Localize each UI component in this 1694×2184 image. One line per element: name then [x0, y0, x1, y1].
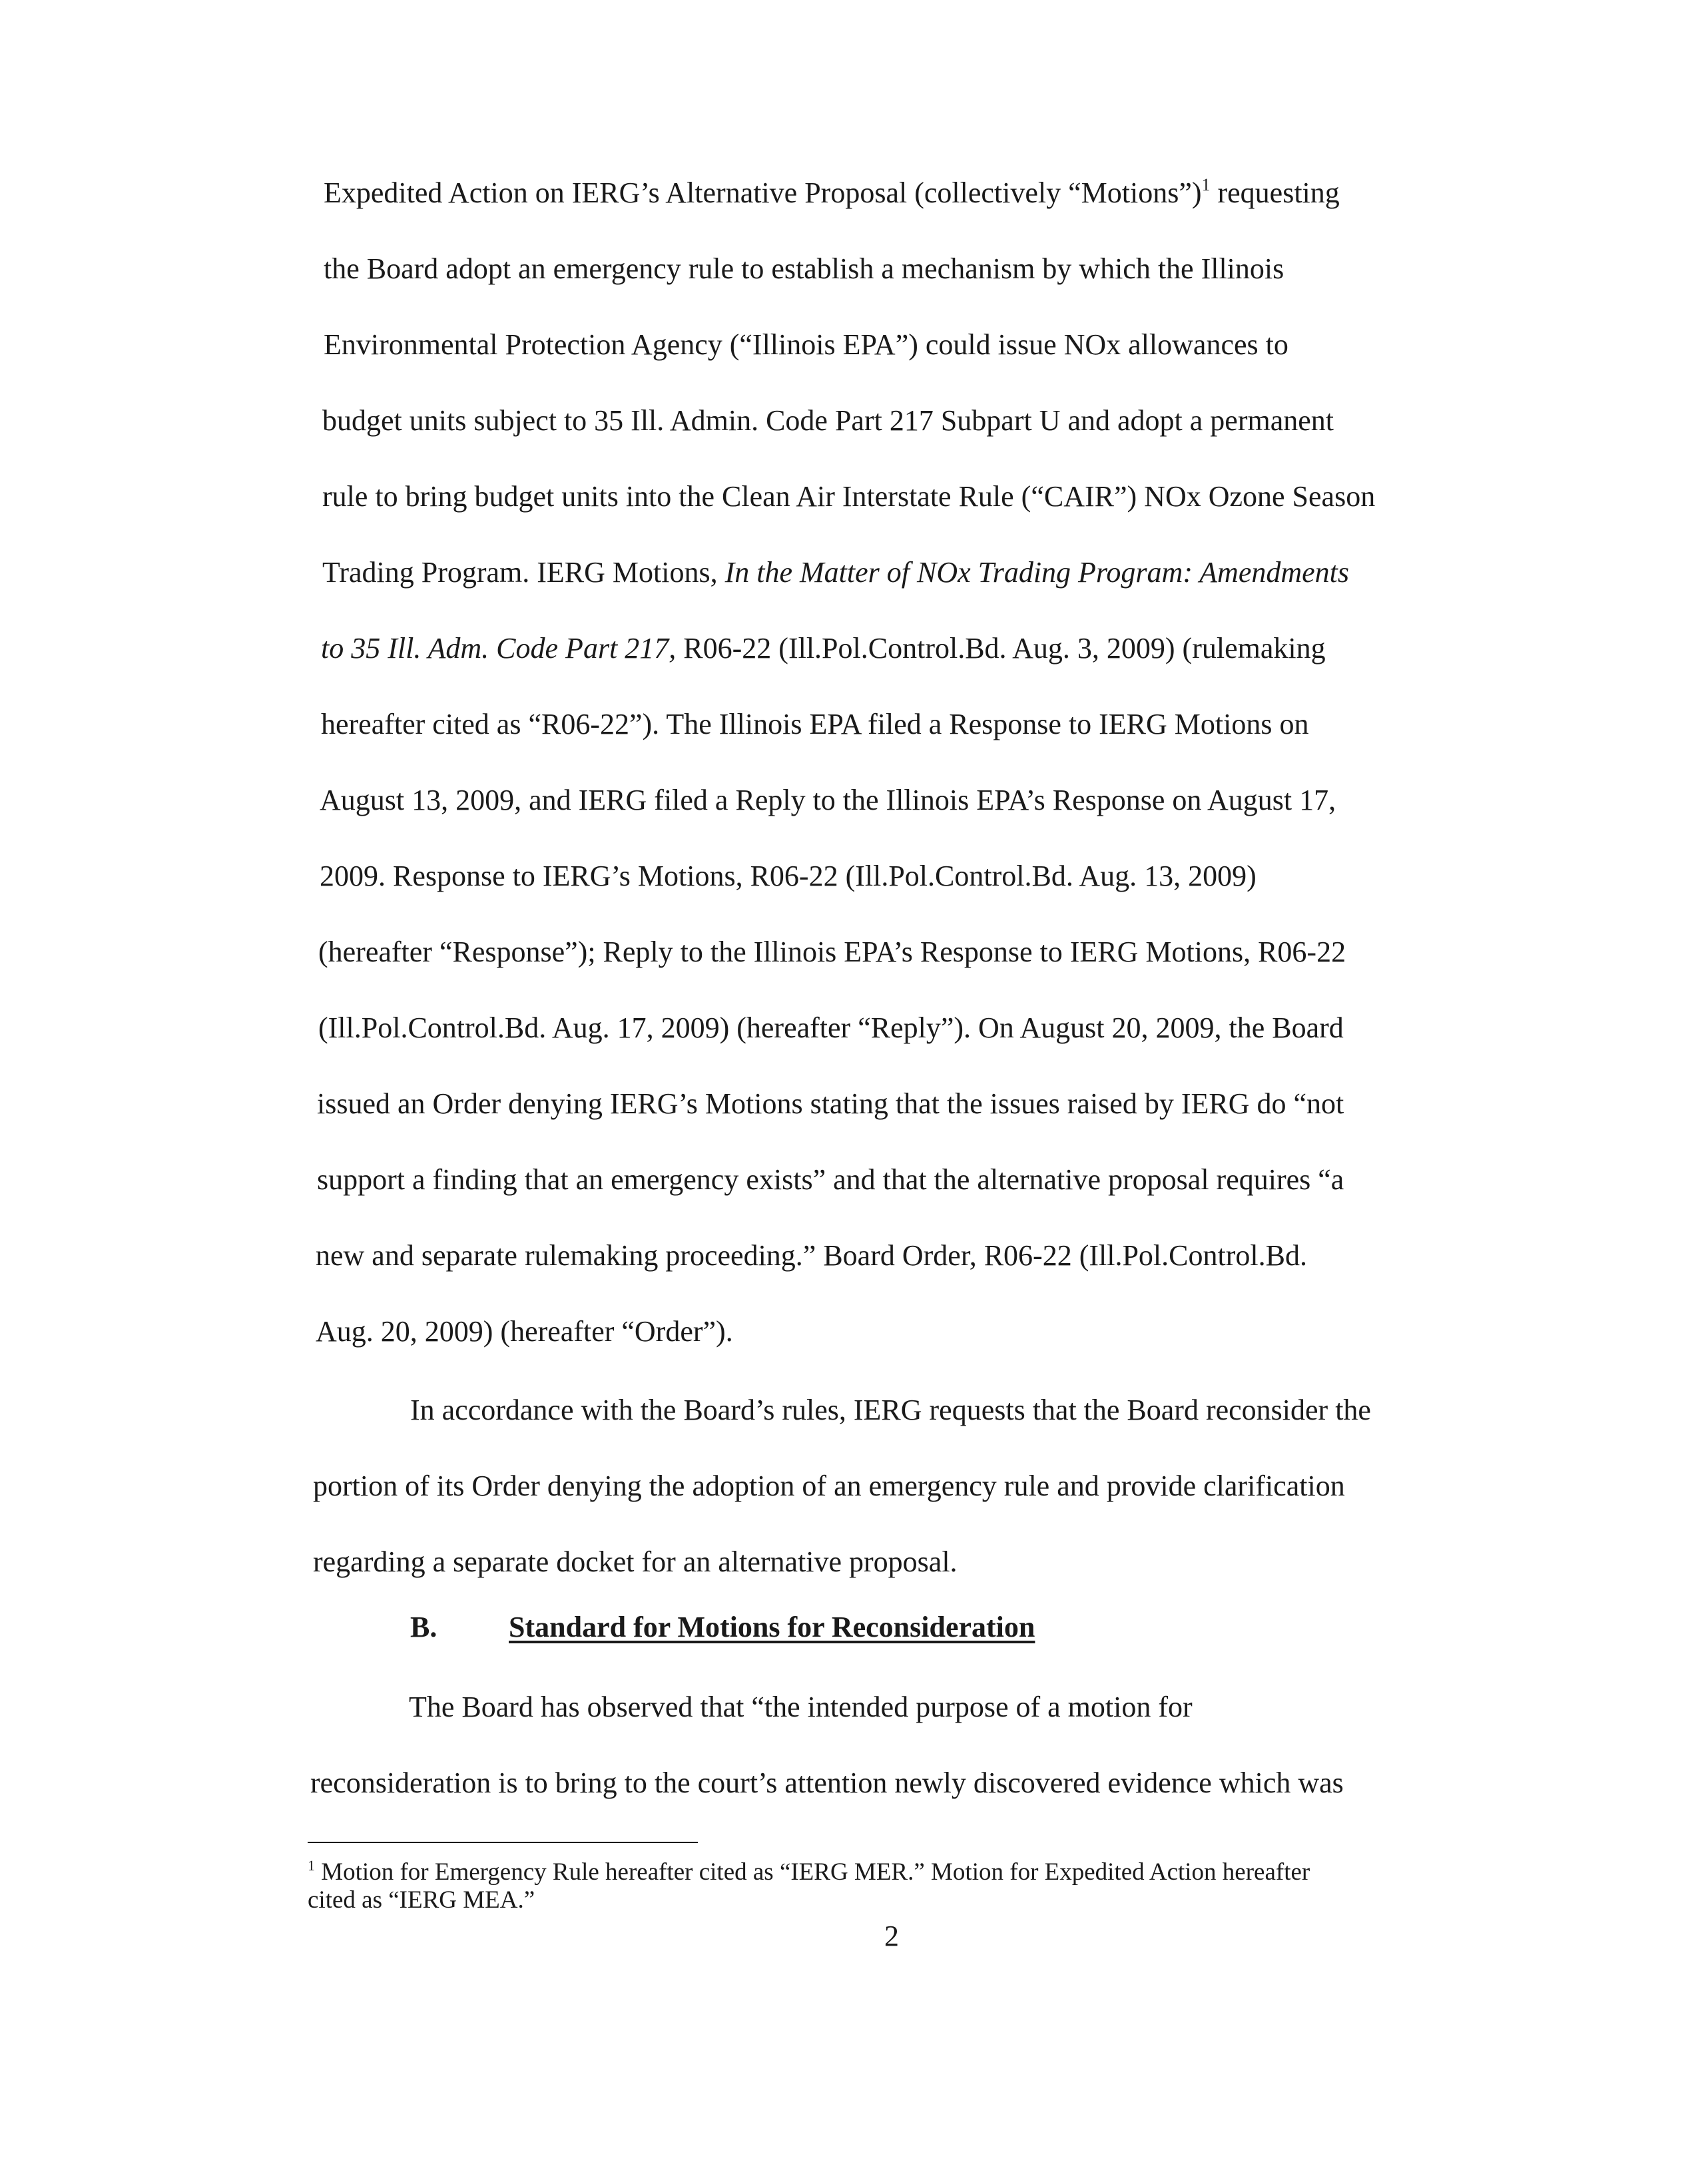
- body-line: August 13, 2009, and IERG filed a Reply to the Illinois EPA’s Response on August 17,: [320, 784, 1336, 816]
- body-line: The Board has observed that “the intended purpose of a motion for: [409, 1691, 1193, 1723]
- footnote-line: $^1$ Motion for Emergency Rule hereafter cited as “IERG MER.” Motion for Expedited Action hereafter: [308, 1857, 1310, 1886]
- body-line: portion of its Order denying the adoption of an emergency rule and provide clarification: [313, 1470, 1345, 1502]
- case-citation-italic: In the Matter of NOx Trading Program: Amendments: [724, 556, 1350, 589]
- body-line: hereafter cited as “R06-22”). The Illinois EPA filed a Response to IERG Motions on: [321, 708, 1309, 740]
- body-line: (hereafter “Response”); Reply to the Illinois EPA’s Response to IERG Motions, R06-22: [318, 936, 1346, 968]
- body-line: Aug. 20, 2009) (hereafter “Order”).: [316, 1315, 733, 1348]
- body-line: to 35 Ill. Adm. Code Part 217, R06-22 (Ill.Pol.Control.Bd. Aug. 3, 2009) (rulemaking: [321, 632, 1326, 665]
- footnote-separator: [308, 1842, 698, 1843]
- page-number: 2: [884, 1920, 899, 1952]
- body-line: the Board adopt an emergency rule to establish a mechanism by which the Illinois: [324, 252, 1284, 285]
- body-line: Environmental Protection Agency (“Illinois EPA”) could issue NOx allowances to: [324, 328, 1288, 361]
- body-line: issued an Order denying IERG’s Motions stating that the issues raised by IERG do “not: [317, 1087, 1344, 1120]
- body-line: support a finding that an emergency exists” and that the alternative proposal requires “a: [317, 1163, 1344, 1196]
- body-line: budget units subject to 35 Ill. Admin. Code Part 217 Subpart U and adopt a permanent: [322, 404, 1334, 437]
- body-line: Expedited Action on IERG’s Alternative Proposal (collectively “Motions”)$^1$ requesting: [324, 175, 1340, 209]
- body-line: In accordance with the Board’s rules, IERG requests that the Board reconsider the: [410, 1394, 1371, 1426]
- footnote-reference: 1: [1201, 175, 1211, 194]
- section-letter: B.: [410, 1611, 437, 1643]
- body-line: reconsideration is to bring to the court’s attention newly discovered evidence which was: [310, 1767, 1344, 1799]
- footnote-marker: 1: [308, 1857, 315, 1874]
- body-line: 2009. Response to IERG’s Motions, R06-22 (Ill.Pol.Control.Bd. Aug. 13, 2009): [320, 860, 1257, 892]
- body-line: Trading Program. IERG Motions, In the Matter of NOx Trading Program: Amendments: [322, 556, 1350, 589]
- body-line: (Ill.Pol.Control.Bd. Aug. 17, 2009) (hereafter “Reply”). On August 20, 2009, the Board: [318, 1011, 1344, 1044]
- footnote-line: cited as “IERG MEA.”: [308, 1886, 535, 1914]
- section-title: Standard for Motions for Reconsideration: [509, 1611, 1035, 1643]
- body-line: new and separate rulemaking proceeding.” Board Order, R06-22 (Ill.Pol.Control.Bd.: [316, 1239, 1307, 1272]
- section-heading: [410, 1609, 1035, 1646]
- body-line: rule to bring budget units into the Clean Air Interstate Rule (“CAIR”) NOx Ozone Season: [322, 480, 1376, 513]
- case-citation-italic: to 35 Ill. Adm. Code Part 217,: [321, 632, 677, 665]
- body-line: regarding a separate docket for an alternative proposal.: [313, 1545, 958, 1578]
